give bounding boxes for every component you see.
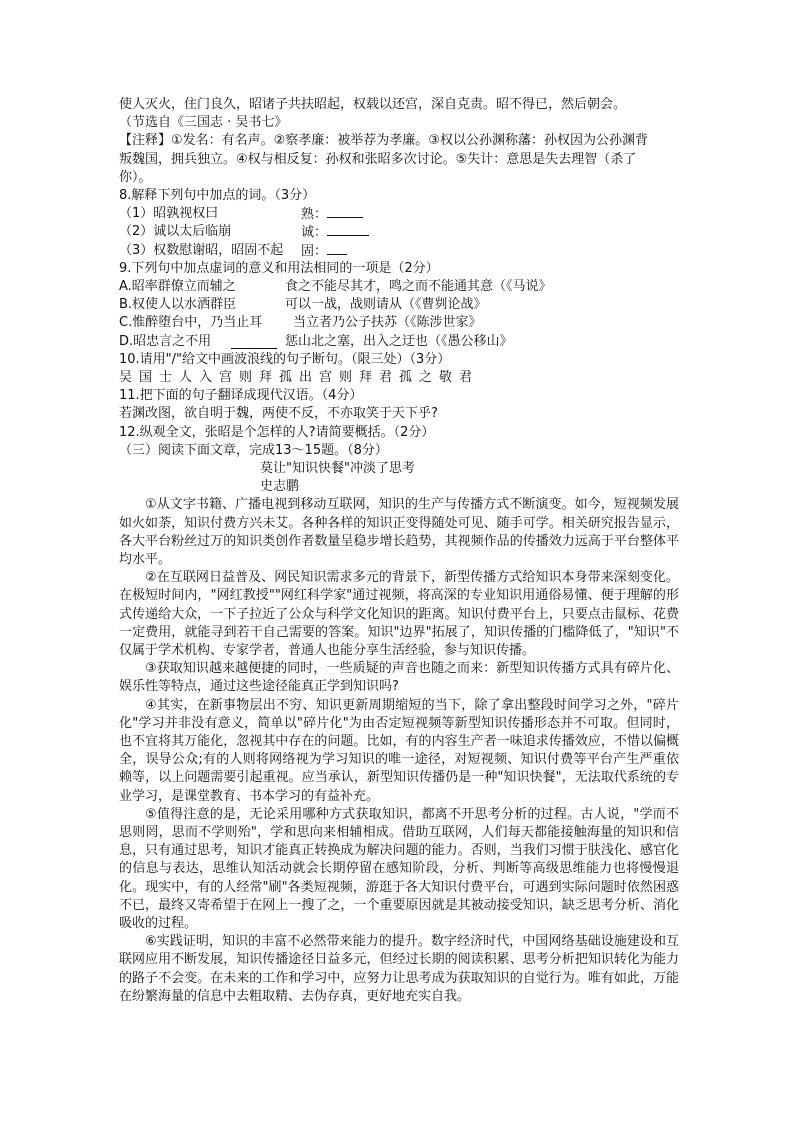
question-9-option [119, 333, 679, 351]
section-heading: （三）阅读下面文章，完成13～15题。（8分） [119, 442, 388, 458]
question-8-word: 固： [301, 242, 347, 261]
option-reference: 惩山北之塞，出入之迂也（《愚公移山》 [285, 333, 513, 349]
article-paragraph: ④其实，在新事物层出不穷、知识更新周期缩短的当下，除了拿出整段时间学习之外，"碎片化"学习并非没有意义，简单以"碎片化"为由否定短视频等新型知识传播形态并不可取。但同时，也不宜将其万能化，忽视其中存在的问题。比如，有的内容生产者一味追求传播效应，不惜以偏概全，误导公众;有的人则将网络视为学习知识的唯一途径，对短视频、知识付费等平台产生严重依赖等，以上问题需要引起重视。应当承认，新型知识传播仍是一种"知识快餐"，无法取代系统的专业学习，是课堂教育、书本学习的有益补充。 [119, 697, 679, 804]
article-paragraph: ⑤值得注意的是，无论采用哪种方式获取知识，都离不开思考分析的过程。古人说，"学而不思则罔，思而不学则殆"，学和思向来相辅相成。借助互联网，人们每天都能接触海量的知识和信息，只有通过思考，知识才能真正转换成为解决问题的能力。否则，当我们习惯于肤浅化、感官化的信息与表达，思维认知活动就会长期停留在感知阶段，分析、判断等高级思维能力也将慢慢退化。现实中，有的人经常"刷"各类短视频，游逛于各大知识付费平台，可遇到实际问题时依然困惑不已，最终又寄希望于在网上一搜了之，一个重要原因就是其被动接受知识，缺乏思考分析、消化吸收的过程。 [119, 806, 679, 932]
passage-source: （节选自《三国志 · 吴书七》 [119, 115, 288, 131]
answer-blank[interactable] [327, 223, 369, 236]
question-8-word: 诚： [301, 223, 369, 242]
article-paragraph: ①从文字书籍、广播电视到移动互联网，知识的生产与传播方式不断演变。如今，短视频发展如火如荼，知识付费方兴未艾。各种各样的知识正变得随处可见、随手可学。相关研究报告显示，各大平台粉丝过万的知识类创作者数量呈稳步增长趋势，其视频作品的传播效力远高于平台整体平均水平。 [119, 497, 679, 567]
question-12-stem: 12.纵观全文，张昭是个怎样的人?请简要概括。（2分） [119, 424, 435, 440]
exam-page [119, 96, 679, 1006]
notes-line: 你）。 [119, 169, 152, 185]
option-sentence: B.权使人以水洒群臣 [119, 297, 237, 313]
passage-line: 使人灭火，住门良久，昭诸子共扶昭起，权载以还宫，深自克责。昭不得已，然后朝会。 [119, 97, 627, 112]
article-paragraph: ②在互联网日益普及、网民知识需求多元的背景下，新型传播方式给知识本身带来深刻变化。在极短时间内，"网红教授""网红科学家"通过视频，将高深的专业知识用通俗易懂、便于理解的形式传递给大众，一下子拉近了公众与科学文化知识的距离。知识付费平台上，只要点击鼠标、花费一定费用，就能寻到若干自己需要的答案。知识"边界"拓展了，知识传播的门槛降低了，"知识"不仅属于学术机构、专家学者，普通人也能分享生活经验，参与知识传播。 [119, 570, 679, 658]
question-11-sentence: 若渊改图，欲自明于魏，两使不反，不亦取笑于天下乎? [119, 406, 438, 422]
option-sentence: A.昭率群僚立而辅之 [119, 278, 236, 294]
question-8-item [119, 205, 679, 223]
answer-blank[interactable] [327, 205, 363, 218]
question-8-stem: 8.解释下列句中加点的词。（3分） [119, 188, 316, 204]
question-8-word: 熟： [301, 205, 363, 224]
question-9-option [119, 296, 679, 314]
question-8-sentence: （3）权数慰谢昭，昭固不起 [119, 242, 284, 258]
question-9-option [119, 278, 679, 296]
article-paragraph: ⑥实践证明，知识的丰富不必然带来能力的提升。数字经济时代，中国网络基础设施建设和互联网应用不断发展，知识传播途径日益多元，但经过长期的阅读积累、思考分析把知识转化为能力的路子不会变。在未来的工作和学习中，应努力让思考成为获取知识的自觉行为。唯有如此，万能在纷繁海量的信息中去粗取精、去伪存真，更好地充实自我。 [119, 934, 679, 1004]
notes-line: 叛魏国，拥兵独立。④权与相反复：孙权和张昭多次讨论。⑤失计：意思是失去理智（杀了 [119, 151, 637, 167]
question-9-stem: 9.下列句中加点虚词的意义和用法相同的一项是（2分） [119, 260, 439, 276]
question-9-option [119, 314, 679, 332]
article-paragraph: ③获取知识越来越便捷的同时，一些质疑的声音也随之而来：新型知识传播方式具有碎片化、娱乐性等特点，通过这些途径能真正学到知识吗? [119, 661, 679, 695]
question-11-stem: 11.把下面的句子翻译成现代汉语。（4分） [119, 388, 363, 404]
option-sentence: D.昭忠言之不用 [119, 333, 212, 349]
question-8-item [119, 242, 679, 260]
question-10-stem: 10.请用"/"给文中画波浪线的句子断句。（限三处）（3分） [119, 351, 451, 367]
option-reference: 可以一战，战则请从（《曹刿论战》 [285, 297, 487, 313]
question-8-sentence: （1）昭孰视权曰 [119, 206, 219, 222]
question-10-sentence: 吴国士人入宫则拜孤出宫则拜君孤之敬君 [119, 369, 480, 385]
option-reference: 食之不能尽其才，鸣之而不能通其意（《马说》 [285, 278, 552, 294]
article-author: 史志鹏 [260, 479, 300, 495]
question-8-sentence: （2）诚以太后临崩 [119, 224, 232, 240]
notes-line: 【注释】①发名：有名声。②察孝廉：被举荐为孝廉。③权以公孙渊称藩：孙权因为公孙渊背 [119, 133, 648, 149]
underline-mark [231, 336, 277, 349]
option-sentence: C.惟醉堕台中，乃当止耳 [119, 315, 263, 331]
article-title: 莫让"知识快餐"冲淡了思考 [260, 460, 415, 476]
question-8-item [119, 223, 679, 241]
answer-blank[interactable] [327, 242, 347, 255]
option-reference: 当立者乃公子扶苏（《陈涉世家》 [293, 315, 482, 331]
